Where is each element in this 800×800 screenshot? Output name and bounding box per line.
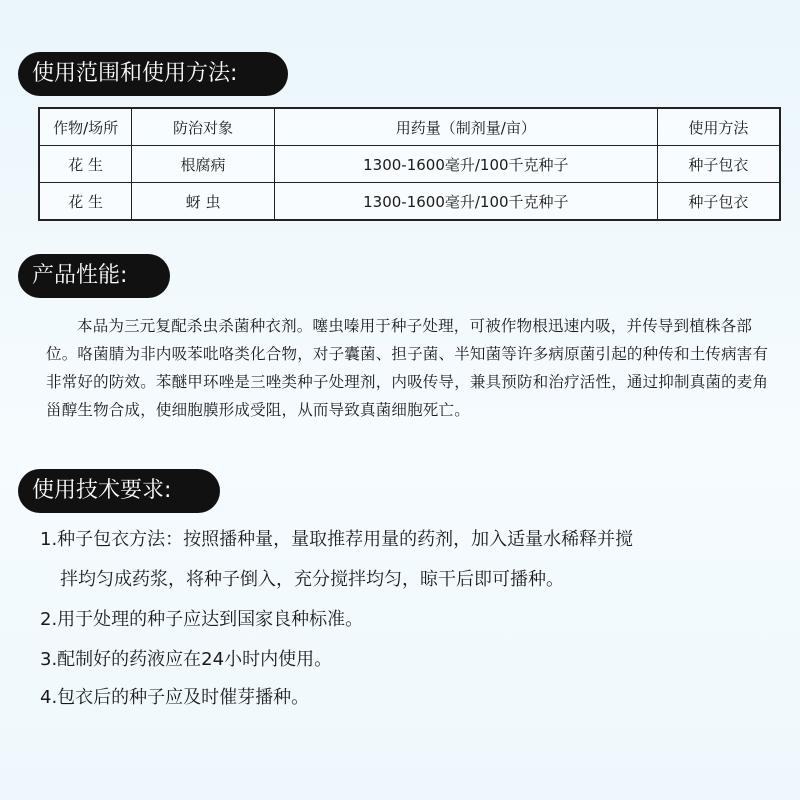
cell-method: 种子包衣 <box>657 183 780 221</box>
table-row <box>39 146 780 183</box>
header-dosage: 用药量（制剂量/亩） <box>274 108 657 146</box>
requirement-item-3: 3.配制好的药液应在24小时内使用。 <box>40 649 333 670</box>
cell-target: 根腐病 <box>132 146 275 183</box>
cell-method: 种子包衣 <box>657 146 780 183</box>
requirement-item-1: 1.种子包衣方法：按照播种量，量取推荐用量的药剂，加入适量水稀释并搅 <box>40 529 634 550</box>
section-title-usage: 使用范围和使用方法: <box>18 52 288 96</box>
header-target: 防治对象 <box>132 108 275 146</box>
table-row <box>39 183 780 221</box>
section-title-tech: 使用技术要求: <box>18 469 220 513</box>
cell-crop: 花 生 <box>39 146 132 183</box>
usage-table <box>38 107 781 221</box>
requirement-item-1-continued: 拌均匀成药浆，将种子倒入，充分搅拌均匀，晾干后即可播种。 <box>60 569 564 590</box>
cell-dosage: 1300-1600毫升/100千克种子 <box>274 146 657 183</box>
table-header-row <box>39 108 780 146</box>
section-title-performance: 产品性能: <box>18 254 170 298</box>
cell-dosage: 1300-1600毫升/100千克种子 <box>274 183 657 221</box>
requirement-item-4: 4.包衣后的种子应及时催芽播种。 <box>40 687 310 708</box>
cell-crop: 花 生 <box>39 183 132 221</box>
header-method: 使用方法 <box>657 108 780 146</box>
cell-target: 蚜 虫 <box>132 183 275 221</box>
header-crop: 作物/场所 <box>39 108 132 146</box>
requirement-item-2: 2.用于处理的种子应达到国家良种标准。 <box>40 609 364 630</box>
performance-paragraph: 本品为三元复配杀虫杀菌种衣剂。噻虫嗪用于种子处理，可被作物根迅速内吸，并传导到植株各部位。咯菌腈为非内吸苯吡咯类化合物，对子囊菌、担子菌、半知菌等许多病原菌引起的种传和土传病害有非常好的防效。苯醚甲环唑是三唑类种子处理剂，内吸传导，兼具预防和治疗活性，通过抑制真菌的麦角甾醇生物合成，使细胞膜形成受阻，从而导致真菌细胞死亡。 <box>46 317 769 419</box>
